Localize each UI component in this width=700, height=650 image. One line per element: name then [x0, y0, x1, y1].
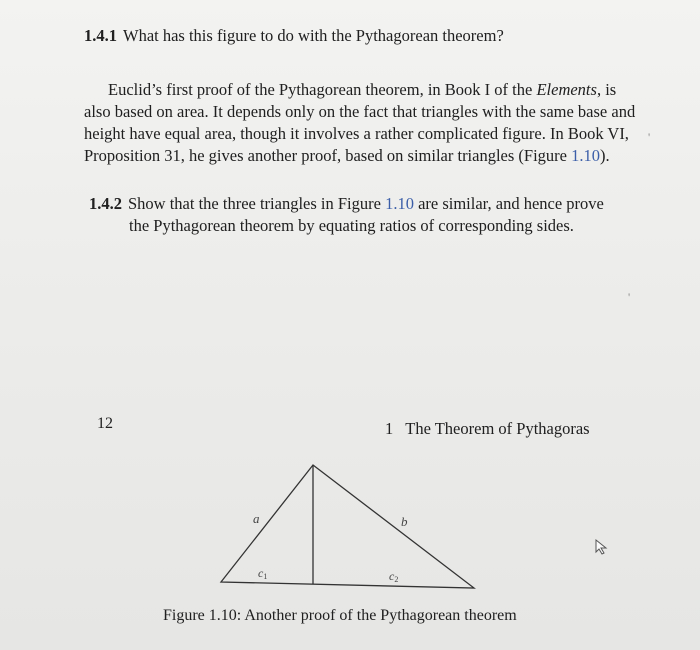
page-mark: ': [648, 130, 651, 144]
label-a: a: [253, 511, 260, 526]
paragraph-line-2: also based on area. It depends only on the fact that triangles with the same base and: [84, 102, 636, 121]
exercise-number: 1.4.1: [84, 26, 117, 45]
label-c1: c1: [258, 566, 268, 581]
label-b: b: [401, 514, 408, 529]
figure-reference-link[interactable]: 1.10: [571, 146, 600, 165]
page-mark: ': [628, 290, 631, 304]
elements-title: Elements: [536, 80, 597, 99]
paragraph-line-3: height have equal area, though it involves a rather complicated figure. In Book VI,: [84, 124, 629, 143]
mouse-pointer-icon: [594, 538, 610, 556]
exercise-text: What has this figure to do with the Pythagorean theorem?: [123, 26, 504, 45]
exercise-number: 1.4.2: [89, 194, 122, 213]
page-number: 12: [97, 415, 113, 432]
section-number: 1: [385, 419, 394, 438]
label-c2: c2: [389, 569, 399, 584]
paragraph-line-4: Proposition 31, he gives another proof, based on similar triangles (Figure 1.10).: [84, 146, 610, 165]
paragraph-line-1: Euclid’s first proof of the Pythagorean theorem, in Book I of the Elements, is: [108, 80, 617, 99]
section-title: The Theorem of Pythagoras: [405, 419, 590, 438]
exercise-2-line-1: 1.4.2 Show that the three triangles in Figure 1.10 are similar, and hence prove: [89, 194, 604, 213]
figure-caption: Figure 1.10: Another proof of the Pythagorean theorem: [163, 607, 517, 624]
figure-reference-link[interactable]: 1.10: [385, 194, 414, 213]
exercise-2-line-2: the Pythagorean theorem by equating ratios of corresponding sides.: [129, 216, 574, 235]
